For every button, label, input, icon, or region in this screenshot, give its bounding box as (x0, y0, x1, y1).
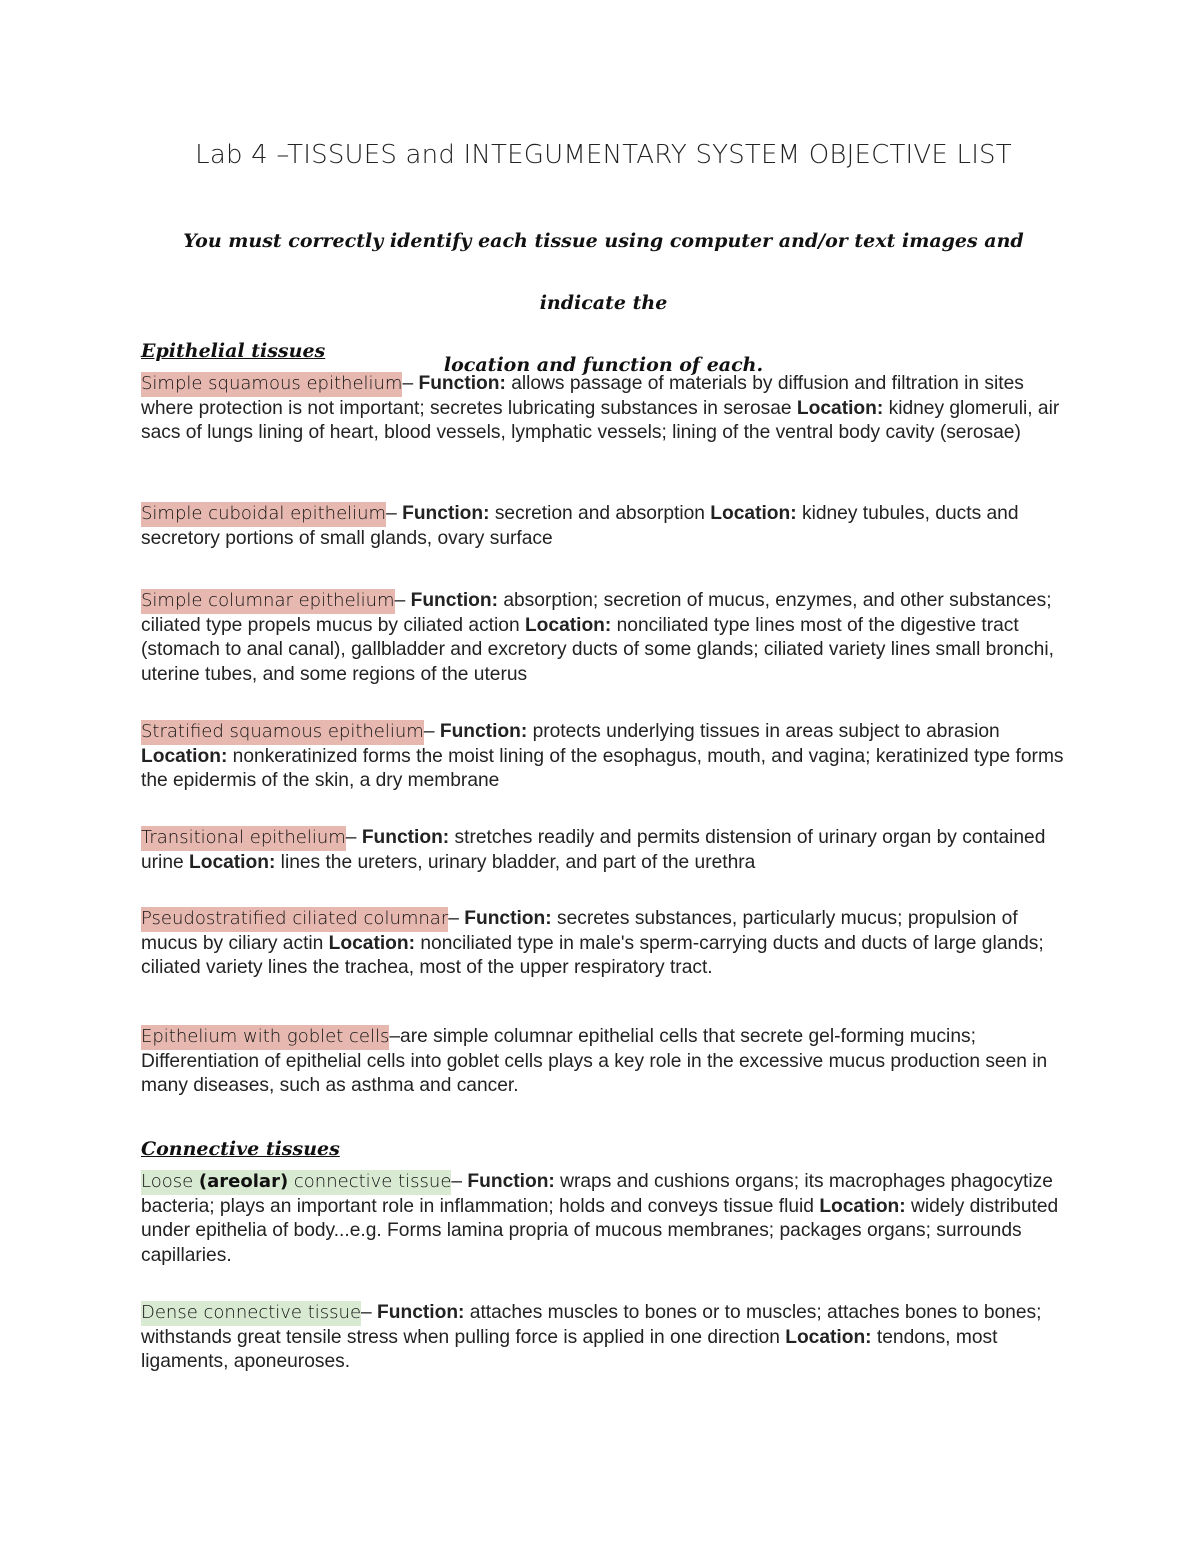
description-text: –are simple columnar epithelial cells that secrete gel-forming mucins; Differentiation of epithelial cells into goblet cells plays a key role in the excessive mucus production seen in many diseases, such as asthma and cancer. (141, 1026, 1048, 1096)
term-simple-columnar: Simple columnar epithelium (141, 589, 395, 614)
location-label: Location: (710, 503, 797, 524)
function-label: Function: (418, 373, 506, 394)
instructions (141, 210, 1066, 396)
term-simple-cuboidal: Simple cuboidal epithelium (141, 502, 386, 527)
function-label: Function: (410, 590, 498, 611)
term-dense-connective: Dense connective tissue (141, 1301, 361, 1326)
entry-stratified-squamous: Stratified squamous epithelium– Function: protects underlying tissues in areas subject to abrasion Location: nonkeratinized forms the moist lining of the esophagus, mouth, and vagina; keratinized type forms the epidermis of the skin, a dry membrane (141, 721, 1064, 791)
entry-loose-areolar: Loose (areolar) connective tissue– Function: wraps and cushions organs; its macrophages phagocytize bacteria; plays an important role in inflammation; holds and conveys tissue fluid Location: widely distributed under epithelia of body...e.g. Forms lamina propria of mucous membranes; packages organs; surrounds capillaries. (141, 1171, 1059, 1266)
function-label: Function: (439, 721, 528, 742)
document-title: Lab 4 –TISSUES and INTEGUMENTARY SYSTEM OBJECTIVE LIST (195, 140, 1012, 170)
entry-simple-columnar: Simple columnar epithelium– Function: absorption; secretion of mucus, enzymes, and other substances; ciliated type propels mucus by ciliated action Location: nonciliated type lines most of the digestive tract (stomach to anal canal), gallbladder and excretory ducts of some glands; ciliated variety lines small bronchi, uterine tubes, and some regions of the uterus (141, 590, 1054, 685)
term-stratified-squamous: Stratified squamous epithelium (141, 720, 424, 745)
term-transitional: Transitional epithelium (141, 826, 346, 851)
function-text: protects underlying tissues in areas subject to abrasion (527, 721, 1000, 742)
entry-dense-connective: Dense connective tissue– Function: attaches muscles to bones or to muscles; attaches bones to bones; withstands great tensile stress when pulling force is applied in one direction Location: tendons, most ligaments, aponeuroses. (141, 1302, 1042, 1372)
term-part-connective-tissue: connective tissue (288, 1171, 452, 1192)
location-text: kidney tubules, ducts and secretory portions of small glands, ovary surface (141, 503, 1019, 549)
location-label: Location: (524, 614, 612, 636)
location-label: Location: (819, 1195, 906, 1217)
location-text: nonciliated type lines most of the digestive tract (stomach to anal canal), gallbladder and excretory ducts of some glands; ciliated variety lines small bronchi, uterine tubes, and some regions of the uterus (141, 614, 1054, 685)
entry-transitional: Transitional epithelium– Function: stretches readily and permits distension of urinary organ by contained urine Location: lines the ureters, urinary bladder, and part of the urethra (141, 827, 1046, 873)
function-label: Function: (467, 1171, 555, 1192)
function-text: stretches readily and permits distension of urinary organ by contained urine (141, 827, 1046, 873)
function-text: absorption; secretion of mucus, enzymes, and other substances; ciliated type propels mucus by ciliated action (141, 590, 1052, 636)
term-part-areolar: (areolar) (198, 1171, 289, 1192)
function-text: secretes substances, particularly mucus; propulsion of mucus by ciliary actin (141, 908, 1018, 954)
entry-simple-squamous: Simple squamous epithelium– Function: allows passage of materials by diffusion and filtration in sites where protection is not important; secretes lubricating substances in serosae Location: kidney glomeruli, air sacs of lungs lining of heart, blood vessels, lymphatic vessels; lining of the ventral body cavity (serosae) (141, 373, 1060, 443)
location-label: Location: (328, 932, 416, 954)
location-label: Location: (189, 851, 276, 873)
connective-heading: Connective tissues (141, 1138, 340, 1160)
term-pseudostratified: Pseudostratified ciliated columnar (141, 907, 448, 932)
function-label: Function: (361, 827, 450, 848)
epithelial-heading: Epithelial tissues (141, 340, 326, 362)
function-text: wraps and cushions organs; its macrophages phagocytize bacteria; plays an important role in inflammation; holds and conveys tissue fluid (141, 1171, 1053, 1217)
location-text: widely distributed under epithelia of body...e.g. Forms lamina propria of mucous membranes; packages organs; surrounds capillaries. (141, 1195, 1059, 1266)
entry-goblet-cells (141, 1025, 1066, 1099)
entry-pseudostratified: Pseudostratified ciliated columnar– Function: secretes substances, particularly mucus; propulsion of mucus by ciliary actin Location: nonciliated type in male's sperm-carrying ducts and ducts of large glands; ciliated variety lines the trachea, most of the upper respiratory tract. (141, 908, 1044, 978)
instructions-line-2: location and function of each. (443, 354, 764, 376)
location-text: tendons, most ligaments, aponeuroses. (141, 1326, 998, 1372)
instructions-line-1: You must correctly identify each tissue using computer and/or text images and indicate the (183, 230, 1024, 314)
function-text: secretion and absorption (489, 503, 711, 524)
location-label: Location: (796, 397, 884, 419)
location-label: Location: (785, 1326, 872, 1348)
location-text: nonciliated type in male's sperm-carrying ducts and ducts of large glands; ciliated variety lines the trachea, most of the upper respiratory tract. (141, 932, 1044, 978)
function-text: allows passage of materials by diffusion and filtration in sites where protection is not important; secretes lubricating substances in serosae (141, 373, 1024, 419)
term-goblet-cells: Epithelium with goblet cells (141, 1025, 389, 1050)
function-label: Function: (377, 1302, 465, 1323)
term-loose-areolar (141, 1170, 451, 1195)
location-text: kidney glomeruli, air sacs of lungs lining of heart, blood vessels, lymphatic vessels; lining of the ventral body cavity (serosae) (141, 397, 1060, 443)
function-text: attaches muscles to bones or to muscles; attaches bones to bones; withstands great tensile stress when pulling force is applied in one direction (141, 1302, 1042, 1348)
entry-simple-cuboidal: Simple cuboidal epithelium– Function: secretion and absorption Location: kidney tubules, ducts and secretory portions of small glands, ovary surface (141, 503, 1019, 549)
location-label: Location: (141, 745, 228, 767)
function-label: Function: (464, 908, 552, 929)
term-simple-squamous: Simple squamous epithelium (141, 372, 402, 397)
function-label: Function: (402, 503, 490, 524)
location-text: nonkeratinized forms the moist lining of the esophagus, mouth, and vagina; keratinized type forms the epidermis of the skin, a dry membrane (141, 745, 1064, 791)
location-text: lines the ureters, urinary bladder, and part of the urethra (275, 851, 756, 873)
term-part-loose: Loose (141, 1171, 199, 1192)
